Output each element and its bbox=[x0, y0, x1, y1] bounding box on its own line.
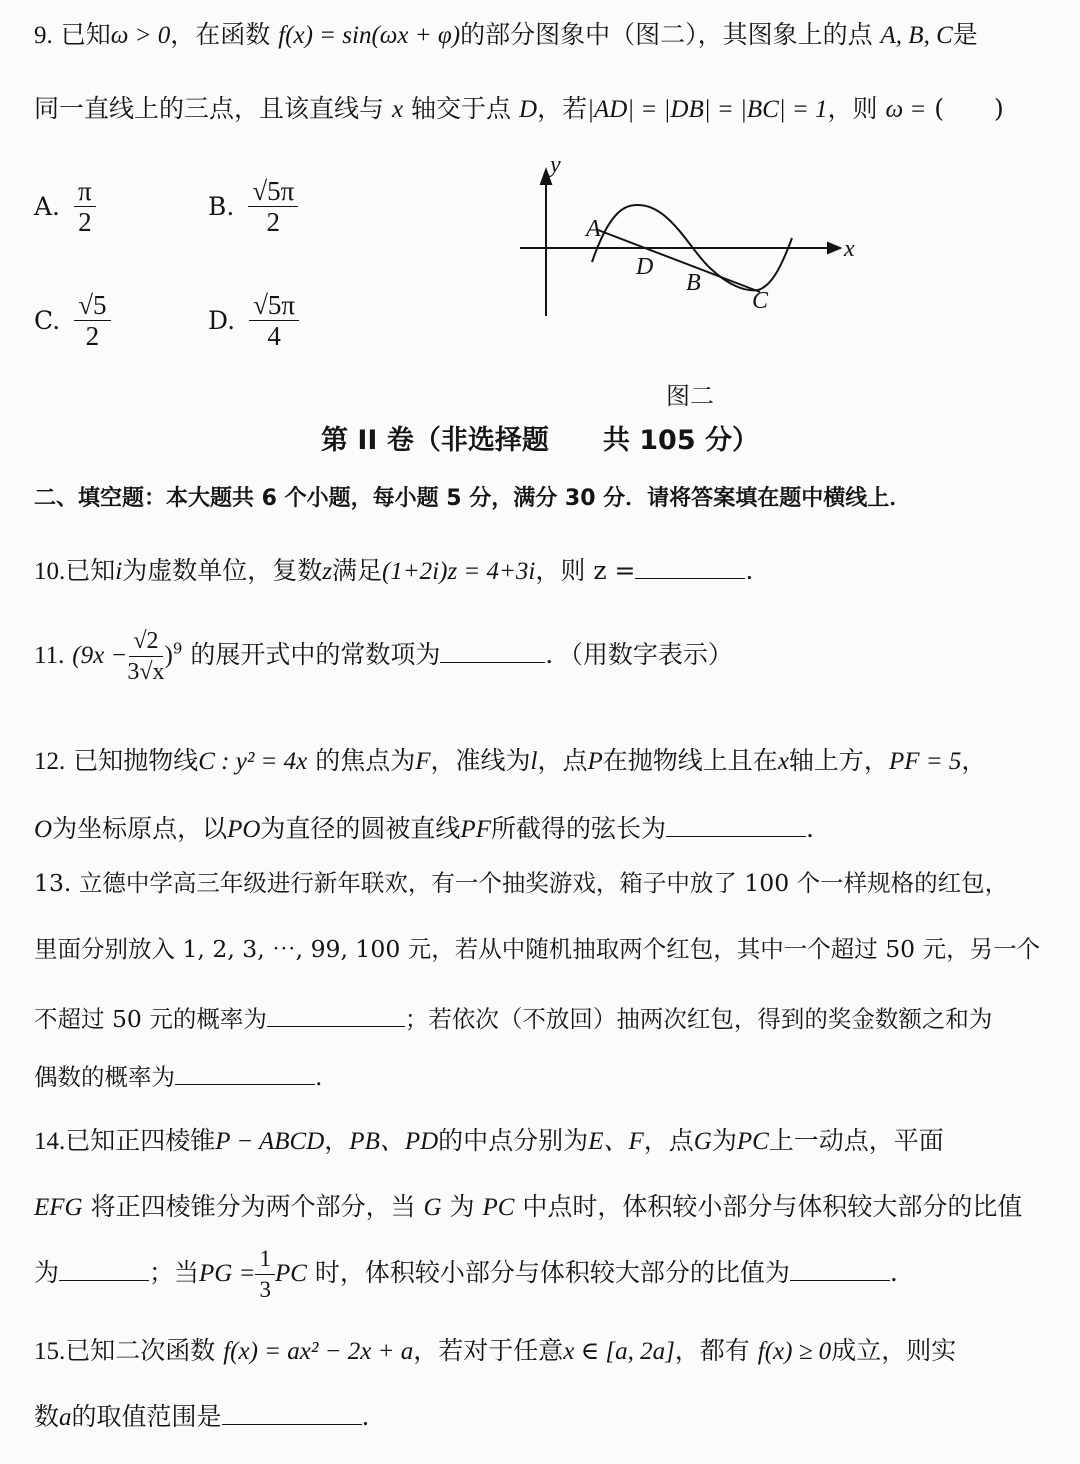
q11-fraction: $\frac{√2}{3√x}$ bbox=[127, 628, 165, 685]
q12-line2: O为坐标原点，以PO为直径的圆被直线PF所截得的弦长为 . bbox=[34, 810, 814, 847]
q15-answer-blank bbox=[222, 1398, 362, 1425]
q10-answer-blank bbox=[635, 552, 745, 579]
q13-line3: 不超过 50 元的概率为 ；若依次（不放回）抽两次红包，得到的奖金数额之和为 bbox=[34, 1000, 992, 1036]
figure-caption: 图二 bbox=[666, 382, 714, 410]
q13-answer-blank-2 bbox=[175, 1058, 315, 1085]
q15-line1: 15.已知二次函数 f(x) = ax² − 2x + a，若对于任意x ∈ [a, 2a]，都有 f(x) ≥ 0成立，则实 bbox=[34, 1336, 957, 1365]
q13-line1: 13. 立德中学高三年级进行新年联欢，有一个抽奖游戏，箱子中放了 100 个一样规格的红包， bbox=[34, 869, 1009, 897]
option-a-fraction: $\frac{\pi}{2}$ bbox=[74, 176, 96, 237]
q14-line3: 为 ；当PG = $\frac{1}{3}$ PC 时，体积较小部分与体积较大部分的比值为 . bbox=[34, 1240, 898, 1307]
q15-line2: 数a的取值范围是 . bbox=[34, 1398, 369, 1435]
part2-title: 第 II 卷（非选择题 共 105 分） bbox=[320, 425, 760, 456]
q14-fraction: $\frac{1}{3}$ bbox=[255, 1244, 275, 1305]
label-d: D bbox=[636, 254, 654, 280]
q13-answer-blank-1 bbox=[267, 1000, 405, 1027]
q9-line2: 同一直线上的三点，且该直线与 x 轴交于点 D，若|AD| = |DB| = |BC| = 1，则 ω = ( ) bbox=[34, 94, 1004, 123]
line-abc bbox=[598, 230, 760, 292]
label-a: A bbox=[586, 216, 601, 242]
q12-answer-blank bbox=[666, 810, 806, 837]
q14-line2: EFG 将正四棱锥分为两个部分，当 G 为 PC 中点时，体积较小部分与体积较大部分的比值 bbox=[34, 1192, 1023, 1221]
label-b: B bbox=[686, 270, 701, 296]
section2-header: 二、填空题：本大题共 6 个小题，每小题 5 分，满分 30 分．请将答案填在题中横线上． bbox=[34, 486, 912, 511]
sine-graph-figure bbox=[510, 150, 870, 330]
q9-line1: 9. 已知ω > 0，在函数 f(x) = sin(ωx + φ)的部分图象中（图二），其图象上的点 A, B, C是 bbox=[34, 20, 978, 49]
label-x: x bbox=[844, 236, 855, 262]
q14-answer-blank-1 bbox=[59, 1254, 149, 1281]
label-c: C bbox=[752, 288, 769, 314]
q14-answer-blank-2 bbox=[790, 1254, 890, 1281]
x-axis-arrow bbox=[828, 243, 840, 253]
q12-line1: 12. 已知抛物线C : y² = 4x 的焦点为F，准线为l，点P在抛物线上且在x轴上方，PF = 5， bbox=[34, 746, 987, 775]
option-c-fraction: $\frac{√5}{2}$ bbox=[74, 290, 110, 351]
q14-line1: 14.已知正四棱锥P − ABCD，PB、PD的中点分别为E、F，点G为PC上一动点，平面 bbox=[34, 1126, 944, 1155]
q9-option-a: A. $\frac{\pi}{2}$ bbox=[34, 176, 96, 237]
q11-answer-blank bbox=[440, 636, 545, 663]
q9-option-c: C. $\frac{√5}{2}$ bbox=[34, 290, 111, 351]
q11: 11. (9x − $\frac{√2}{3√x}$ )$^9$ 的展开式中的常数项为 ．（用数字表示） bbox=[34, 628, 733, 685]
q10: 10.已知i为虚数单位，复数z满足(1+2i)z = 4+3i，则 z = . bbox=[34, 552, 753, 589]
option-b-fraction: $\frac{√5\pi}{2}$ bbox=[248, 176, 298, 237]
q9-option-b: B. $\frac{√5\pi}{2}$ bbox=[208, 176, 298, 237]
option-d-fraction: $\frac{√5\pi}{4}$ bbox=[249, 290, 299, 351]
label-y: y bbox=[550, 152, 561, 178]
q13-line2: 里面分别放入 1, 2, 3, ⋯, 99, 100 元，若从中随机抽取两个红包，其中一个超过 50 元，另一个 bbox=[34, 935, 1041, 963]
q9-option-d: D. $\frac{√5\pi}{4}$ bbox=[208, 290, 299, 351]
q13-line4: 偶数的概率为 . bbox=[34, 1058, 322, 1094]
